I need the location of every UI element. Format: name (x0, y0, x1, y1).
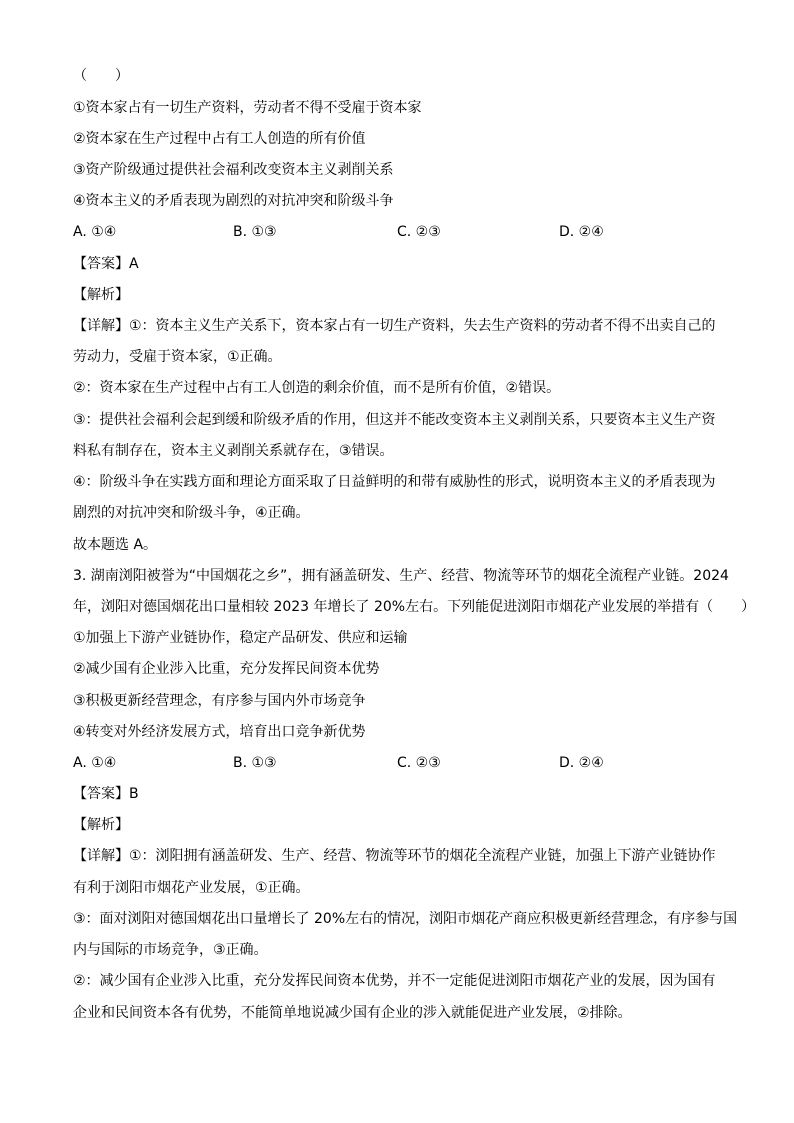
q2-statement-2: ②资本家在生产过程中占有工人创造的所有价值 (73, 131, 366, 147)
q3-stem-line: 年，浏阳对德国烟花出口量相较 2023 年增长了 20%左右。下列能促进浏阳市烟花产业发展的举措有（ ） (73, 599, 756, 615)
q2-detail-line: 【详解】①：资本主义生产关系下，资本家占有一切生产资料，失去生产资料的劳动者不得不出卖自己的 (73, 318, 716, 334)
q2-detail-line: 剧烈的对抗冲突和阶级斗争，④正确。 (73, 505, 310, 521)
q3-detail-line: 企业和民间资本各有优势，不能简单地说减少国有企业的涉入就能促进产业发展，②排除。 (73, 1005, 632, 1021)
q2-statement-1: ①资本家占有一切生产资料，劳动者不得不受雇于资本家 (73, 100, 422, 116)
q2-conclusion: 故本题选 A。 (73, 537, 158, 553)
q2-statement-4: ④资本主义的矛盾表现为剧烈的对抗冲突和阶级斗争 (73, 193, 394, 209)
q3-detail-line: 【详解】①：浏阳拥有涵盖研发、生产、经营、物流等环节的烟花全流程产业链，加强上下游产业链协作 (73, 848, 716, 864)
q3-analysis-label: 【解析】 (73, 817, 129, 833)
q2-detail-line: ②：资本家在生产过程中占有工人创造的剩余价值，而不是所有价值，②错误。 (73, 380, 561, 396)
q2-option-b: B. ①③ (233, 224, 277, 240)
q3-option-a: A. ①④ (73, 755, 117, 771)
q3-option-d: D. ②④ (559, 755, 604, 771)
q3-statement-2: ②减少国有企业涉入比重，充分发挥民间资本优势 (73, 661, 380, 677)
q3-stem-line: 3. 湖南浏阳被誉为“中国烟花之乡”，拥有涵盖研发、生产、经营、物流等环节的烟花全流程产业链。2024 (73, 568, 729, 584)
q3-statement-4: ④转变对外经济发展方式，培育出口竞争新优势 (73, 724, 366, 740)
q2-detail-line: 劳动力，受雇于资本家，①正确。 (73, 349, 282, 365)
q2-detail-line: ④：阶级斗争在实践方面和理论方面采取了日益鲜明的和带有威胁性的形式，说明资本主义的矛盾表现为 (73, 474, 716, 490)
q3-option-b: B. ①③ (233, 755, 277, 771)
q3-detail-line: 内与国际的市场竞争，③正确。 (73, 942, 268, 958)
q2-statement-3: ③资产阶级通过提供社会福利改变资本主义剥削关系 (73, 162, 394, 178)
q2-paren: （ ） (73, 68, 129, 84)
q3-option-c: C. ②③ (397, 755, 441, 771)
q3-detail-line: ③：面对浏阳对德国烟花出口量增长了 20%左右的情况，浏阳市烟花产商应积极更新经营理念，有序参与国 (73, 911, 738, 927)
q2-option-d: D. ②④ (559, 224, 604, 240)
q3-detail-line: ②：减少国有企业涉入比重，充分发挥民间资本优势，并不一定能促进浏阳市烟花产业的发展，因为国有 (73, 973, 716, 989)
q2-option-a: A. ①④ (73, 224, 117, 240)
q3-detail-line: 有利于浏阳市烟花产业发展，①正确。 (73, 880, 310, 896)
q2-option-c: C. ②③ (397, 224, 441, 240)
q2-analysis-label: 【解析】 (73, 287, 129, 303)
q3-answer: 【答案】B (73, 786, 139, 802)
q2-answer: 【答案】A (73, 256, 139, 272)
q3-statement-3: ③积极更新经营理念，有序参与国内外市场竞争 (73, 693, 366, 709)
q3-statement-1: ①加强上下游产业链协作，稳定产品研发、供应和运输 (73, 630, 408, 646)
q2-detail-line: ③：提供社会福利会起到缓和阶级矛盾的作用，但这并不能改变资本主义剥削关系，只要资本主义生产资 (73, 412, 716, 428)
q2-detail-line: 料私有制存在，资本主义剥削关系就存在，③错误。 (73, 443, 394, 459)
